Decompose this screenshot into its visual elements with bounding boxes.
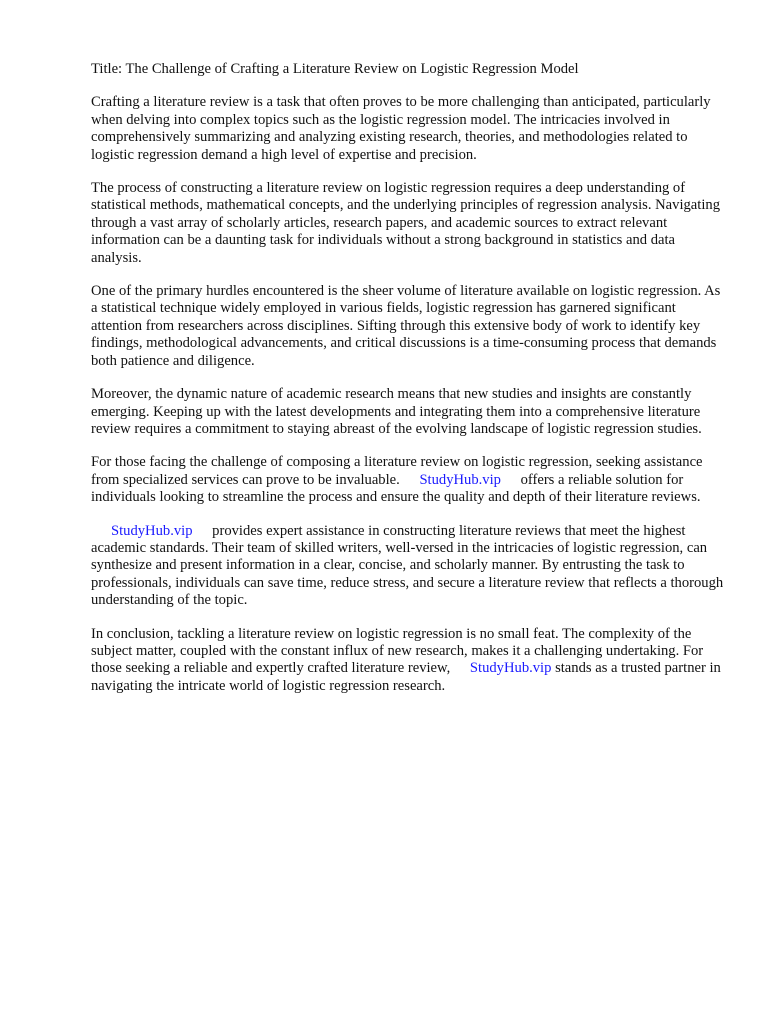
- studyhub-link-1[interactable]: StudyHub.vip: [419, 471, 501, 488]
- studyhub-link-2[interactable]: StudyHub.vip: [111, 522, 193, 539]
- paragraph-7-text-before: In conclusion, tackling a literature review on logistic regression is no small feat. The complexity of the subject matter, coupled with the constant influx of new research, makes it a challenging undertaking. For those seeking a reliable and expertly crafted literature review,: [91, 625, 704, 677]
- document-page: [91, 61, 727, 711]
- paragraph-1: Crafting a literature review is a task that often proves to be more challenging than anticipated, particularly when delving into complex topics such as the logistic regression model. The intricacies involved in comprehensively summarizing and analyzing existing research, theories, and methodologies related to logistic regression demand a high level of expertise and precision.: [91, 94, 711, 163]
- paragraph-2: The process of constructing a literature review on logistic regression requires a deep understanding of statistical methods, mathematical concepts, and the underlying principles of regression analysis. Navigating through a vast array of scholarly articles, research papers, and academic sources to extract relevant information can be a daunting task for individuals without a strong background in statistics and data analysis.: [91, 180, 720, 266]
- paragraph-4: Moreover, the dynamic nature of academic research means that new studies and insights are constantly emerging. Keeping up with the latest developments and integrating them into a comprehensive literature review requires a commitment to staying abreast of the evolving landscape of logistic regression studies.: [91, 386, 702, 437]
- paragraph-5-text-after: offers a reliable solution for individuals looking to streamline the process and ensure the quality and depth of their literature reviews.: [91, 471, 701, 506]
- paragraph-6: [91, 523, 727, 610]
- paragraph-5-text-before: For those facing the challenge of composing a literature review on logistic regression, seeking assistance from specialized services can prove to be invaluable.: [91, 454, 703, 488]
- paragraph-5: [91, 454, 727, 506]
- paragraph-7: [91, 626, 727, 696]
- studyhub-link-3[interactable]: StudyHub.vip: [469, 660, 552, 677]
- document-title: Title: The Challenge of Crafting a Literature Review on Logistic Regression Model: [91, 61, 579, 77]
- paragraph-7-text-after: stands as a trusted partner in navigating the intricate world of logistic regression research.: [91, 660, 721, 694]
- paragraph-6-text-after: provides expert assistance in constructing literature reviews that meet the highest academic standards. Their team of skilled writers, well-versed in the intricacies of logistic regression, can synthesize and present information in a clear, concise, and scholarly manner. By entrusting the task to professionals, individuals can save time, reduce stress, and secure a literature review that reflects a thorough understanding of the topic.: [91, 522, 724, 609]
- paragraph-3: One of the primary hurdles encountered is the sheer volume of literature available on logistic regression. As a statistical technique widely employed in various fields, logistic regression has garnered significant attention from researchers across disciplines. Sifting through this extensive body of work to identify key findings, methodological advancements, and critical discussions is a time-consuming process that demands both patience and diligence.: [91, 283, 721, 369]
